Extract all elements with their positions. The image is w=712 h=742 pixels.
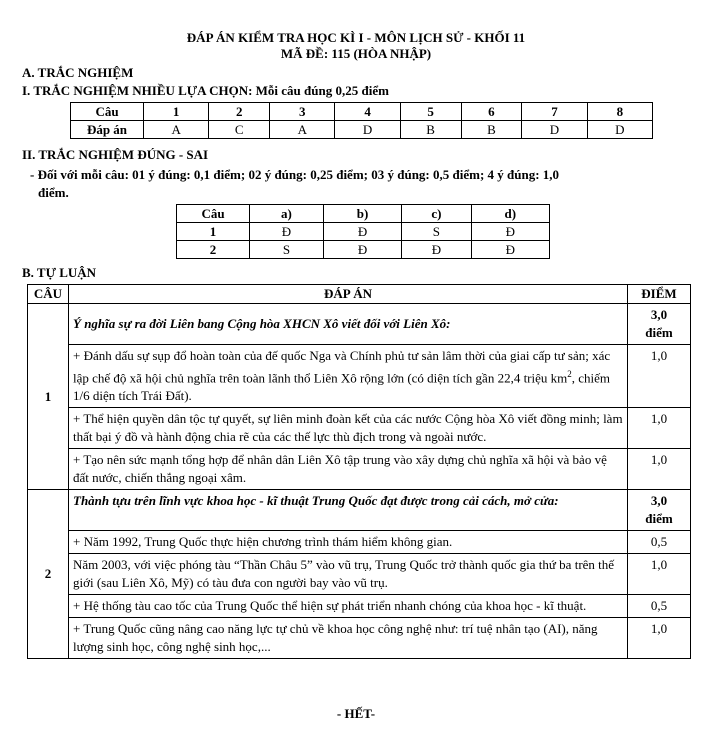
mc-answer: D xyxy=(335,121,400,139)
tf-cell: S xyxy=(250,241,324,259)
q1-number: 1 xyxy=(28,304,69,490)
q2-title xyxy=(69,490,628,531)
q2-title-points xyxy=(628,490,691,531)
tf-cell: Đ xyxy=(250,223,324,241)
end-marker: - HẾT- xyxy=(336,706,376,721)
tf-cell: 2 xyxy=(177,241,250,259)
col-header-answer: ĐÁP ÁN xyxy=(69,285,628,304)
title-line-1: ĐÁP ÁN KIỂM TRA HỌC KÌ I - MÔN LỊCH SỬ - KHỐI 11 xyxy=(186,30,526,45)
mc-question: 1 xyxy=(144,103,209,121)
mc-question: 4 xyxy=(335,103,400,121)
q1-item-1 xyxy=(69,345,628,408)
q1-points-value: 3,0 xyxy=(650,307,668,322)
essay-table xyxy=(27,284,691,659)
mc-answer-table xyxy=(70,102,653,139)
q2-item-1: + Năm 1992, Trung Quốc thực hiện chương trình thám hiểm không gian. xyxy=(69,531,628,554)
mc-answer: C xyxy=(209,121,270,139)
q1-item-3: + Tạo nên sức mạnh tổng hợp để nhân dân Liên Xô tập trung vào xây dựng chủ nghĩa xã hội và bảo vệ đất nước, chiến thắng ngoại xâm. xyxy=(69,449,628,490)
tf-header: a) xyxy=(250,205,324,223)
tf-header: d) xyxy=(471,205,549,223)
q2-item-3-points: 0,5 xyxy=(628,595,691,618)
mc-question: 7 xyxy=(522,103,587,121)
mc-question-label: Câu xyxy=(71,103,144,121)
mc-answer: A xyxy=(270,121,335,139)
q2-item-1-points: 0,5 xyxy=(628,531,691,554)
col-header-points: ĐIỂM xyxy=(628,285,691,304)
mc-question: 5 xyxy=(400,103,461,121)
q1-item-3-points: 1,0 xyxy=(628,449,691,490)
q2-item-3: + Hệ thống tàu cao tốc của Trung Quốc thể hiện sự phát triển nhanh chóng của khoa học - kĩ thuật. xyxy=(69,595,628,618)
q1-item-1-text: + Đánh dấu sự sụp đổ hoàn toàn của đế quốc Nga và Chính phủ tư sản lâm thời của giai cấp tư sản; xác lập chế độ xã hội chủ nghĩa trên toàn lãnh thổ Liên Xô rộng lớn (có diện tích gần 22,4 triệu km xyxy=(73,348,611,386)
mc-question: 8 xyxy=(587,103,652,121)
tf-cell: 1 xyxy=(177,223,250,241)
section-a-heading: A. TRẮC NGHIỆM xyxy=(22,65,134,80)
tf-cell: Đ xyxy=(323,241,401,259)
q2-number: 2 xyxy=(28,490,69,659)
q1-item-1-points: 1,0 xyxy=(628,345,691,408)
q2-item-4-points: 1,0 xyxy=(628,618,691,659)
title-line-2: MÃ ĐỀ: 115 (HÒA NHẬP) xyxy=(280,46,432,61)
mc-answer: D xyxy=(587,121,652,139)
tf-cell: Đ xyxy=(471,223,549,241)
mc-question: 6 xyxy=(461,103,522,121)
mc-answer: D xyxy=(522,121,587,139)
tf-cell: S xyxy=(402,223,471,241)
part1-heading: I. TRẮC NGHIỆM NHIỀU LỰA CHỌN: Mỗi câu đúng 0,25 điểm xyxy=(22,83,389,98)
col-header-question: CÂU xyxy=(28,285,69,304)
mc-answer-label: Đáp án xyxy=(71,121,144,139)
q1-title xyxy=(69,304,628,345)
q1-item-2-points: 1,0 xyxy=(628,408,691,449)
q1-title-points xyxy=(628,304,691,345)
mc-question: 2 xyxy=(209,103,270,121)
mc-answer: B xyxy=(461,121,522,139)
q1-title-text: Ý nghĩa sự ra đời Liên bang Cộng hòa XHCN Xô viết đối với Liên Xô: xyxy=(73,316,451,331)
q2-title-text: Thành tựu trên lĩnh vực khoa học - kĩ thuật Trung Quốc đạt được trong cải cách, mở cửa: xyxy=(73,493,559,509)
mc-question: 3 xyxy=(270,103,335,121)
part2-note-line-1: - Đối với mỗi câu: 01 ý đúng: 0,1 điểm; 02 ý đúng: 0,25 điểm; 03 ý đúng: 0,5 điểm; 4 ý đúng: 1,0 xyxy=(30,167,560,182)
part2-heading: II. TRẮC NGHIỆM ĐÚNG - SAI xyxy=(22,147,209,162)
tf-answer-table xyxy=(176,204,550,259)
q2-points-unit: điểm xyxy=(645,511,673,527)
q2-item-4: + Trung Quốc cũng nâng cao năng lực tự chủ về khoa học công nghệ như: trí tuệ nhân tạo (AI), năng lượng sinh học, công nghệ sinh học,... xyxy=(69,618,628,659)
tf-header: c) xyxy=(402,205,471,223)
tf-cell: Đ xyxy=(471,241,549,259)
q1-points-unit: điểm xyxy=(645,325,673,340)
tf-header: b) xyxy=(323,205,401,223)
section-b-heading: B. TỰ LUẬN xyxy=(22,265,97,280)
part2-note-line-2: điểm. xyxy=(38,185,69,200)
q1-item-2: + Thể hiện quyền dân tộc tự quyết, sự liên minh đoàn kết của các nước Cộng hòa Xô viết đồng minh; làm thất bại ý đồ và hành động chia rẽ của các thế lực thù địch trong và ngoài nước. xyxy=(69,408,628,449)
mc-answer: A xyxy=(144,121,209,139)
mc-answer: B xyxy=(400,121,461,139)
tf-header: Câu xyxy=(177,205,250,223)
q1-item-1-text-end: , chiếm 1/6 diện tích Trái Đất). xyxy=(73,370,611,404)
q2-points-value: 3,0 xyxy=(650,493,668,509)
q2-item-2-points: 1,0 xyxy=(628,554,691,595)
tf-cell: Đ xyxy=(402,241,471,259)
tf-cell: Đ xyxy=(323,223,401,241)
q2-item-2: Năm 2003, với việc phóng tàu “Thần Châu 5” vào vũ trụ, Trung Quốc trở thành quốc gia thứ ba trên thế giới (sau Liên Xô, Mỹ) có tàu đưa con người bay vào vũ trụ. xyxy=(69,554,628,595)
q1-item-1-sup: 2 xyxy=(567,369,572,379)
